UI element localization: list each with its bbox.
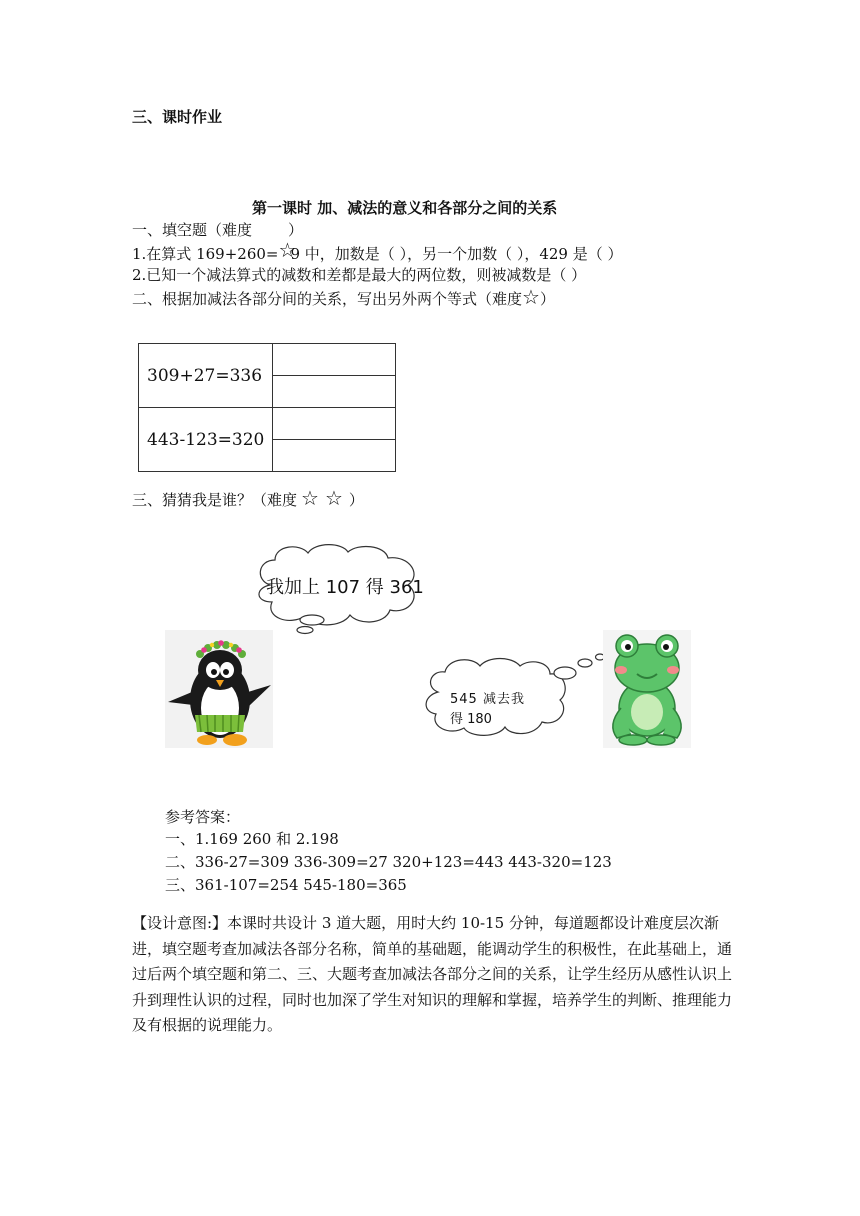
part3-heading — [132, 488, 364, 510]
answers-line-1: 一、1.169 260 和 2.198 — [165, 830, 339, 848]
lesson-title: 第一课时 加、减法的意义和各部分之间的关系 — [252, 199, 558, 217]
answer-blank[interactable] — [273, 440, 396, 472]
part1-heading-close: ） — [288, 221, 304, 239]
answers-line-3: 三、361-107=254 545-180=365 — [165, 876, 407, 894]
frog-speech-line1: 545 减去我 — [450, 692, 525, 707]
question-2: 2.已知一个减法算式的减数和差都是最大的两位数，则被减数是（ ） — [132, 266, 587, 284]
penguin-illustration — [165, 630, 273, 748]
star-outline-icon: ☆ — [324, 486, 343, 510]
question-1-post: 9 中，加数是（ ），另一个加数（ ），429 是（ ） — [290, 245, 623, 263]
star-outline-icon: ☆ — [522, 285, 540, 309]
part3-heading-text: 三、猜猜我是谁？（难度 — [132, 491, 298, 509]
question-1-pre: 1.在算式 169+260= — [132, 245, 279, 263]
equation-table — [138, 343, 396, 472]
part3-heading-close: ） — [348, 491, 364, 509]
answers-line-2: 二、336-27=309 336-309=27 320+123=443 443-320=123 — [165, 853, 612, 871]
section-heading: 三、课时作业 — [132, 108, 223, 126]
equation-cell: 309+27=336 — [139, 344, 273, 408]
frog-illustration — [603, 630, 691, 748]
part1-heading — [132, 219, 303, 240]
frog-speech-line2: 得 180 — [450, 712, 492, 727]
answer-blank[interactable] — [273, 376, 396, 408]
part1-heading-text: 一、填空题（难度 — [132, 221, 253, 239]
part2-heading-text: 二、根据加减法各部分间的关系，写出另外两个等式（难度 — [132, 290, 523, 308]
penguin-speech: 我加上 107 得 361 — [266, 577, 424, 598]
star-outline-icon: ☆ — [278, 238, 297, 262]
part2-heading — [132, 287, 555, 309]
answer-blank[interactable] — [273, 344, 396, 376]
answer-blank[interactable] — [273, 408, 396, 440]
answers-title: 参考答案： — [165, 808, 241, 826]
equation-cell: 443-123=320 — [139, 408, 273, 472]
question-1 — [132, 238, 623, 264]
part2-heading-close: ） — [539, 290, 555, 308]
design-intent-paragraph: 【设计意图:】本课时共设计 3 道大题，用时大约 10-15 分钟，每道题都设计难度层次渐进，填空题考查加减法各部分名称，简单的基础题，能调动学生的积极性，在此基础上，通过后两个填空题和第二、三、大题考查加减法各部分之间的关系，让学生经历从感性认识上升到理性认识的过程，同时也加深了学生对知识的理解和掌握，培养学生的判断、推理能力及有根据的说理能力。 — [132, 914, 733, 1034]
star-outline-icon: ☆ — [301, 486, 319, 510]
